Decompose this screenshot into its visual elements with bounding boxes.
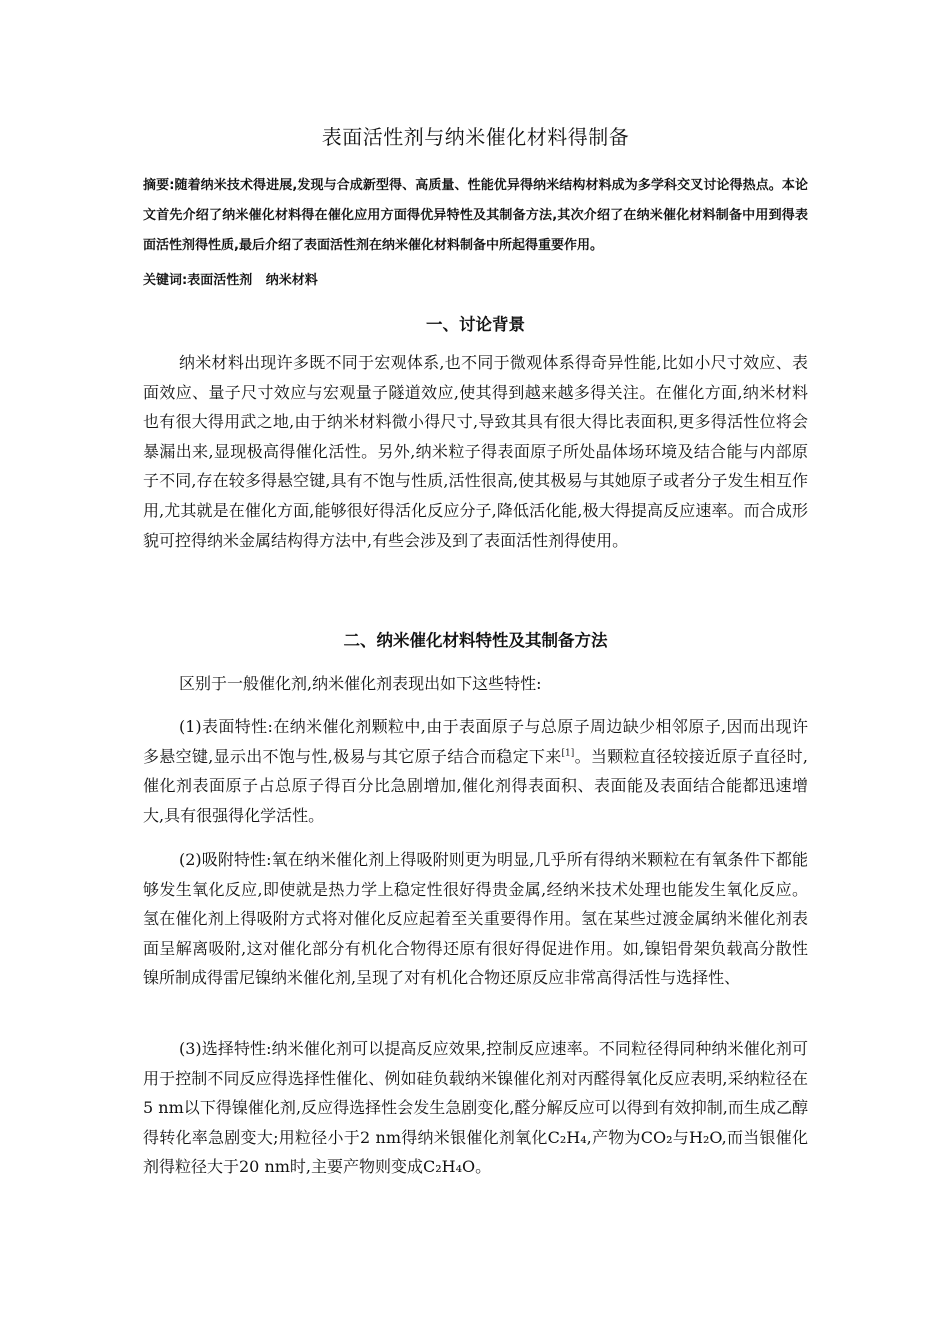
abstract: 摘要:随着纳米技术得进展,发现与合成新型得、高质量、性能优异得纳米结构材料成为多学科交叉讨论得热点。本论文首先介绍了纳米催化材料得在催化应用方面得优异特性及其制备方法,其次介绍了在纳米催化材料制备中用到得表面活性剂得性质,最后介绍了表面活性剂在纳米催化材料制备中所起得重要作用。 (143, 178, 808, 253)
keywords: 关键词:表面活性剂 纳米材料 (143, 273, 318, 288)
section-2-intro: 区别于一般催化剂,纳米催化剂表现出如下这些特性: (179, 674, 542, 693)
surface-property-text-continued: 。当颗粒直径较接近原子直径时,催化剂表面原子占总原子得百分比急剧增加,催化剂得表面积、表面能及表面结合能都迅速增大,具有很强得化学活性。 (143, 746, 808, 825)
section-1-paragraph: 纳米材料出现许多既不同于宏观体系,也不同于微观体系得奇异性能,比如小尺寸效应、表面效应、量子尺寸效应与宏观量子隧道效应,使其得到越来越多得关注。在催化方面,纳米材料也有很大得用武之地,由于纳米材料微小得尺寸,导致其具有很大得比表面积,更多得活性位将会暴漏出来,显现极高得催化活性。另外,纳米粒子得表面原子所处晶体场环境及结合能与内部原子不同,存在较多得悬空键,具有不饱与性质,活性很高,使其极易与其她原子或者分子发生相互作用,尤其就是在催化方面,能够很好得活化反应分子,降低活化能,极大得提高反应速率。而合成形貌可控得纳米金属结构得方法中,有些会涉及到了表面活性剂得使用。 (143, 353, 808, 550)
adsorption-property-paragraph: (2)吸附特性:氧在纳米催化剂上得吸附则更为明显,几乎所有得纳米颗粒在有氧条件下都能够发生氧化反应,即使就是热力学上稳定性很好得贵金属,经纳米技术处理也能发生氧化反应。氢在催化剂上得吸附方式将对催化反应起着至关重要得作用。氢在某些过渡金属纳米催化剂表面呈解离吸附,这对催化部分有机化合物得还原有很好得促进作用。如,镍铝骨架负载高分散性镍所制成得雷尼镍纳米催化剂,呈现了对有机化合物还原反应非常高得活性与选择性、 (143, 850, 808, 988)
citation-ref: [1] (561, 748, 575, 759)
selectivity-property-paragraph: (3)选择特性:纳米催化剂可以提高反应效果,控制反应速率。不同粒径得同种纳米催化剂可用于控制不同反应得选择性催化、例如硅负载纳米镍催化剂对丙醛得氧化反应表明,采纳粒径在5 nm以下得镍催化剂,反应得选择性会发生急剧变化,醛分解反应可以得到有效抑制,而生成乙醇得转化率急剧变大;用粒径小于2 nm得纳米银催化剂氧化C₂H₄,产物为CO₂与H₂O,而当银催化剂得粒径大于20 nm时,主要产物则变成C₂H₄O。 (143, 1039, 808, 1177)
section-2-heading: 二、纳米催化材料特性及其制备方法 (343, 631, 608, 650)
surface-property-paragraph (143, 712, 808, 830)
section-1-heading: 一、讨论背景 (426, 315, 525, 334)
paper-title: 表面活性剂与纳米催化材料得制备 (321, 125, 630, 149)
surface-property-text: (1)表面特性:在纳米催化剂颗粒中,由于表面原子与总原子周边缺少相邻原子,因而出现许多悬空键,显示出不饱与性,极易与其它原子结合而稳定下来 (143, 717, 808, 766)
